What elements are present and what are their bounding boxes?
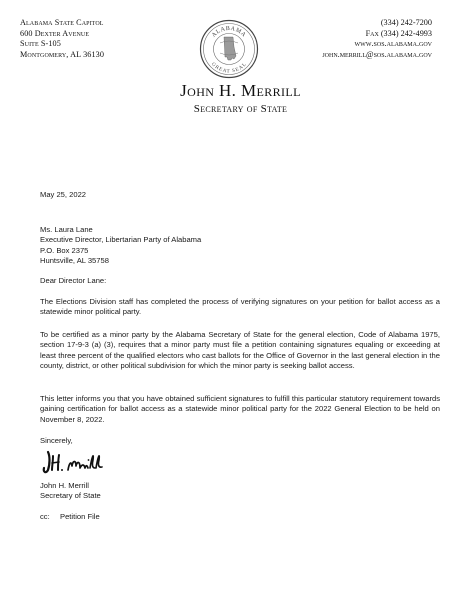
signer-name: John H. Merrill (40, 481, 89, 490)
salutation: Dear Director Lane: (40, 276, 107, 285)
letter-date: May 25, 2022 (40, 190, 87, 199)
recipient-address (40, 225, 440, 266)
seal-text-bottom: GREAT SEAL (210, 62, 248, 75)
phone-number: (334) 242-7200 (380, 18, 432, 27)
address-line-4: Montgomery, AL 36130 (20, 49, 105, 59)
cc-label: cc: (40, 512, 50, 521)
recipient-line-2: Executive Director, Libertarian Party of Alabama (40, 235, 202, 245)
signer-title: Secretary of State (40, 491, 101, 501)
secretary-name: John H. Merrill (180, 81, 301, 100)
address-line-2: 600 Dexter Avenue (20, 28, 90, 38)
closing: Sincerely, (40, 436, 73, 445)
recipient-line-1: Ms. Laura Lane (40, 225, 93, 234)
fax-number: Fax (334) 242-4993 (365, 28, 432, 38)
signature-block (40, 481, 440, 502)
state-seal-icon (199, 19, 259, 79)
seal-text-top: ALABAMA (211, 25, 247, 39)
address-line-1: Alabama State Capitol (20, 18, 104, 27)
recipient-line-4: Huntsville, AL 35758 (40, 255, 109, 265)
body-paragraph-3: This letter informs you that you have obtained sufficient signatures to fulfill this particular statutory requirement towards gaining certification for ballot access as a statewide minor political party for the 2022 General Election to be held on November 8, 2022. (40, 394, 440, 424)
address-line-3: Suite S-105 (20, 39, 61, 49)
letterhead-contact-right (322, 18, 432, 60)
letterhead-address-left (20, 18, 104, 60)
body-paragraph-2: To be certified as a minor party by the Alabama Secretary of State for the general election, Code of Alabama 1975, section 17-9-3 (a) (3), requires that a minor party must file a petition containing signatures equaling or exceeding at least three percent of the qualified electors who cast ballots for the Office of Governor in the last general election in the county, district, or other political subdivision for which the minor party is seeking ballot access. (40, 330, 440, 370)
website-address: www.sos.alabama.gov (354, 39, 432, 49)
body-paragraph-1: The Elections Division staff has completed the process of verifying signatures on your petition for ballot access as a statewide minor political party. (40, 297, 440, 317)
cc-line (40, 512, 440, 522)
secretary-name-block (0, 81, 463, 117)
recipient-line-3: P.O. Box 2375 (40, 245, 89, 255)
handwritten-signature (40, 446, 122, 480)
cc-value: Petition File (60, 512, 100, 521)
secretary-title: Secretary of State (193, 103, 288, 115)
email-address: john.merrill@sos.alabama.gov (322, 49, 432, 59)
